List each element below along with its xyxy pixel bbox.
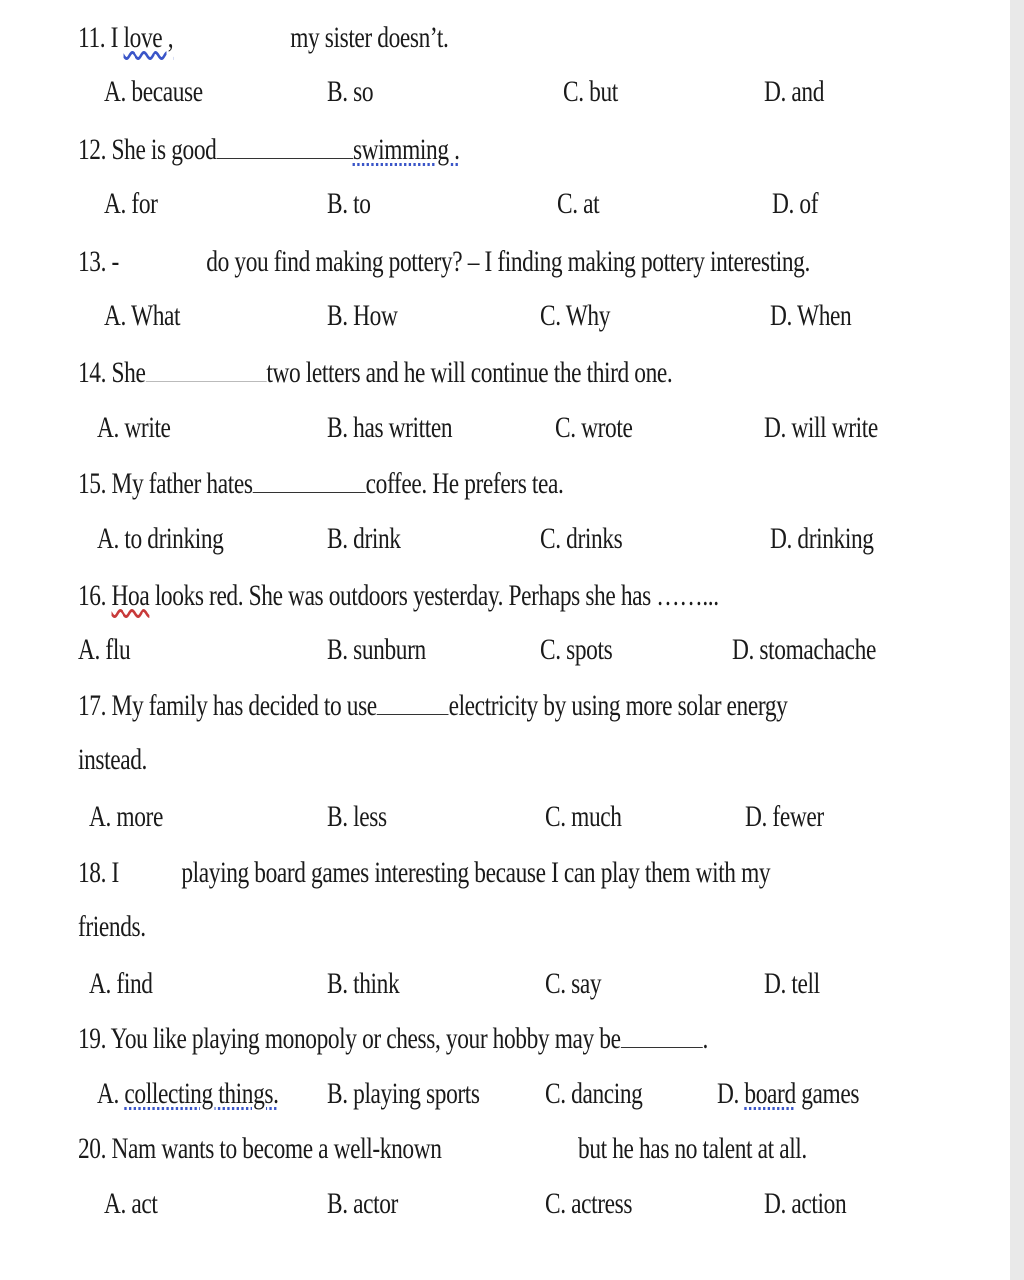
option-d[interactable]: D. stomachache xyxy=(732,633,876,666)
question-15 xyxy=(78,466,563,502)
question-text: 19. You like playing monopoly or chess, your hobby may be xyxy=(78,1022,621,1055)
question-text: 13. - xyxy=(78,245,119,278)
question-11 xyxy=(78,20,448,56)
answer-blank[interactable] xyxy=(377,688,449,715)
question-text: electricity by using more solar energy xyxy=(448,689,788,722)
spellcheck-word: love , xyxy=(123,21,174,54)
question-text: my sister doesn’t. xyxy=(290,21,449,54)
question-19 xyxy=(78,1021,708,1057)
option-a[interactable]: A. for xyxy=(104,187,158,220)
option-c[interactable]: C. at xyxy=(557,187,600,220)
option-a[interactable]: A. because xyxy=(104,75,203,108)
option-b[interactable]: B. so xyxy=(327,75,374,108)
option-b[interactable]: B. has written xyxy=(327,411,453,444)
answer-blank[interactable] xyxy=(145,355,266,382)
answer-blank[interactable] xyxy=(253,466,366,493)
question-16 xyxy=(78,578,719,614)
option-c[interactable]: C. wrote xyxy=(555,411,633,444)
option-c[interactable]: C. Why xyxy=(540,299,611,332)
question-text: 20. Nam wants to become a well-known xyxy=(78,1132,442,1165)
option-b[interactable]: B. drink xyxy=(327,522,401,555)
option-d[interactable]: D. When xyxy=(770,299,852,332)
option-a[interactable]: A. act xyxy=(104,1187,158,1220)
option-d[interactable]: D. board games xyxy=(717,1077,860,1110)
answer-blank[interactable] xyxy=(216,132,353,159)
option-b[interactable]: B. think xyxy=(327,967,400,1000)
option-c[interactable]: C. actress xyxy=(545,1187,633,1220)
option-d[interactable]: D. of xyxy=(772,187,819,220)
question-17-continued: instead. xyxy=(78,743,148,776)
question-text: playing board games interesting because I can play them with my xyxy=(181,856,771,889)
option-a[interactable]: A. What xyxy=(104,299,181,332)
question-20 xyxy=(78,1131,807,1167)
question-text: coffee. He prefers tea. xyxy=(365,467,564,500)
spellcheck-word: Hoa xyxy=(111,579,150,612)
option-b[interactable]: B. How xyxy=(327,299,398,332)
option-a[interactable]: A. write xyxy=(97,411,171,444)
question-number: 11. I xyxy=(78,21,124,54)
option-a[interactable]: A. find xyxy=(89,967,153,1000)
question-number: 16. xyxy=(78,579,112,612)
option-d[interactable]: D. and xyxy=(764,75,825,108)
option-c[interactable]: C. spots xyxy=(540,633,613,666)
question-14 xyxy=(78,355,672,391)
question-text: 14. She xyxy=(78,356,146,389)
page-edge xyxy=(1010,0,1024,1280)
option-a[interactable]: A. collecting things. xyxy=(97,1077,279,1110)
option-c[interactable]: C. but xyxy=(563,75,618,108)
option-d[interactable]: D. action xyxy=(764,1187,847,1220)
question-text: 17. My family has decided to use xyxy=(78,689,377,722)
question-text: 18. I xyxy=(78,856,119,889)
question-13 xyxy=(78,244,810,280)
option-b[interactable]: B. less xyxy=(327,800,387,833)
option-a[interactable]: A. more xyxy=(89,800,163,833)
option-c[interactable]: C. dancing xyxy=(545,1077,643,1110)
option-d[interactable]: D. tell xyxy=(764,967,820,1000)
question-17 xyxy=(78,688,787,724)
answer-blank[interactable] xyxy=(621,1021,703,1048)
question-text: 15. My father hates xyxy=(78,467,253,500)
question-18 xyxy=(78,855,770,891)
option-c[interactable]: C. much xyxy=(545,800,622,833)
option-d[interactable]: D. will write xyxy=(764,411,878,444)
question-text: swimming . xyxy=(352,133,460,166)
question-text: do you find making pottery? – I finding making pottery interesting. xyxy=(206,245,810,278)
option-a[interactable]: A. to drinking xyxy=(97,522,224,555)
question-text: looks red. She was outdoors yesterday. Perhaps she has ……... xyxy=(149,579,719,612)
option-b[interactable]: B. actor xyxy=(327,1187,398,1220)
question-text: . xyxy=(702,1022,708,1055)
question-12 xyxy=(78,132,460,168)
option-b[interactable]: B. to xyxy=(327,187,371,220)
question-18-continued: friends. xyxy=(78,910,146,943)
question-text: two letters and he will continue the third one. xyxy=(266,356,673,389)
question-text: 12. She is good xyxy=(78,133,217,166)
option-b[interactable]: B. sunburn xyxy=(327,633,426,666)
option-c[interactable]: C. drinks xyxy=(540,522,623,555)
option-d[interactable]: D. fewer xyxy=(745,800,824,833)
option-a[interactable]: A. flu xyxy=(78,633,131,666)
option-c[interactable]: C. say xyxy=(545,967,602,1000)
option-b[interactable]: B. playing sports xyxy=(327,1077,480,1110)
question-text: but he has no talent at all. xyxy=(578,1132,807,1165)
option-d[interactable]: D. drinking xyxy=(770,522,874,555)
